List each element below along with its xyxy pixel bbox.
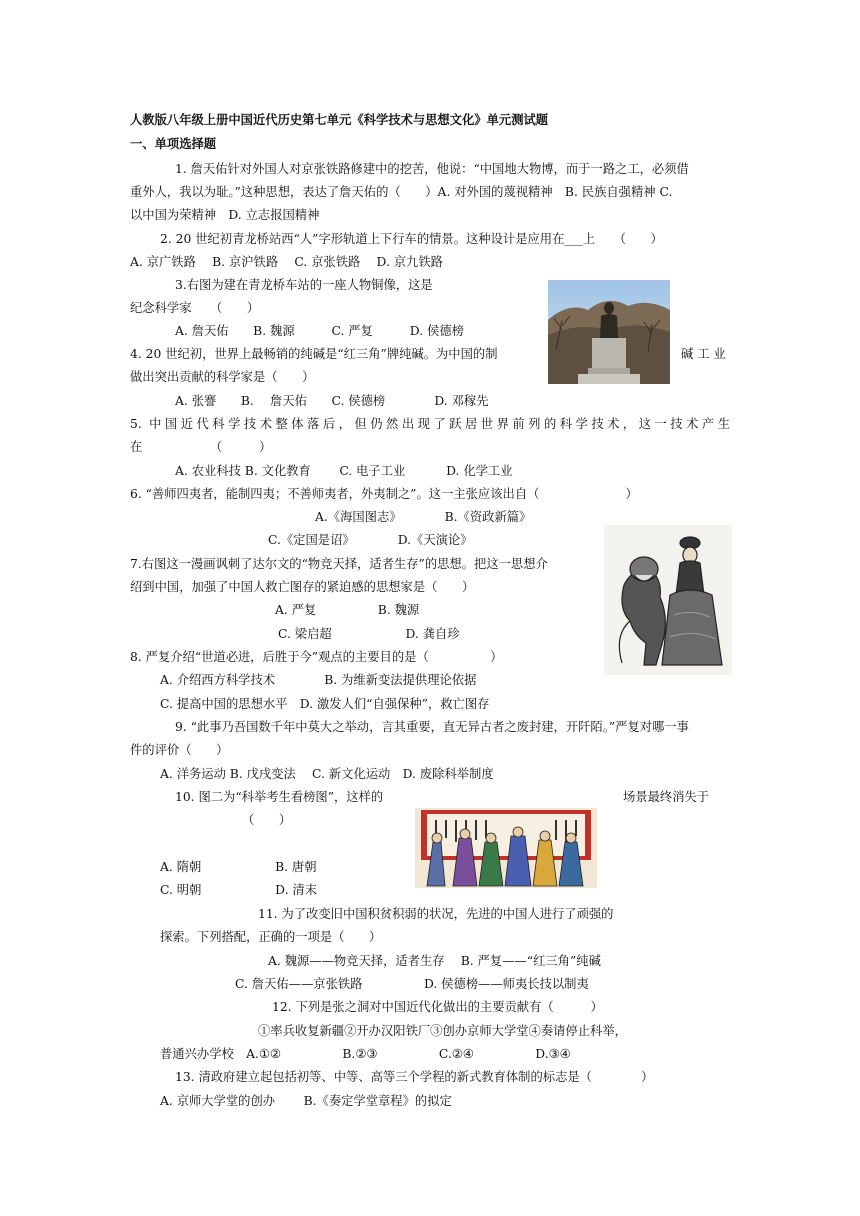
q9-options: A. 洋务运动 B. 戊戌变法 C. 新文化运动 D. 废除科举制度 <box>160 767 494 781</box>
q5-line2: 在 （ ） <box>130 440 272 454</box>
q7-line2: 绍到中国，加强了中国人救亡图存的紧迫感的思想家是（ ） <box>130 580 475 594</box>
q6-line1: 6. “善师四夷者，能制四夷；不善师夷者，外夷制之”。这一主张应该出自（ ） <box>130 487 638 501</box>
q11-options-ab: A. 魏源——物竞天择，适者生存 B. 严复——“红三角”纯碱 <box>268 954 601 968</box>
q10-options-ab: A. 隋朝 B. 唐朝 <box>160 860 317 874</box>
exam-list-illustration <box>415 808 597 888</box>
q9-line2: 件的评价（ ） <box>130 743 229 757</box>
q6-options-cd: C.《定国是诏》 D.《天演论》 <box>268 533 473 547</box>
q10-options-cd: C. 明朝 D. 清末 <box>160 883 317 897</box>
q4-line2: 做出突出贡献的科学家是（ ） <box>130 370 315 384</box>
q12-line1: 12. 下列是张之洞对中国近代化做出的主要贡献有（ ） <box>272 1000 603 1014</box>
q11-line1: 11. 为了改变旧中国积贫积弱的状况，先进的中国人进行了顽强的 <box>258 907 614 921</box>
q11-options-cd: C. 詹天佑——京张铁路 D. 侯德榜——师夷长技以制夷 <box>235 977 589 991</box>
q13-options-ab: A. 京师大学堂的创办 B.《奏定学堂章程》的拟定 <box>160 1094 452 1108</box>
q7-options-ab: A. 严复 B. 魏源 <box>275 603 420 617</box>
darwin-cartoon <box>604 525 732 675</box>
q6-options-ab: A.《海国图志》 B.《资政新篇》 <box>315 510 532 524</box>
document-title: 人教版八年级上册中国近代历史第七单元《科学技术与思想文化》单元测试题 <box>130 113 549 127</box>
section-heading: 一、单项选择题 <box>130 137 217 151</box>
q2-line1: 2. 20 世纪初青龙桥站西“人”字形轨道上下行车的情景。这种设计是应用在___上 （ ） <box>160 232 663 246</box>
q3-line1: 3.右图为建在青龙桥车站的一座人物铜像，这是 <box>175 278 433 292</box>
q3-line2: 纪念科学家 （ ） <box>130 301 260 315</box>
q2-options: A. 京广铁路 B. 京沪铁路 C. 京张铁路 D. 京九铁路 <box>130 255 443 269</box>
q11-line2: 探索。下列搭配，正确的一项是（ ） <box>160 930 382 944</box>
q1-line2: 重外人，我以为耻。”这种思想，表达了詹天佑的（ ）A. 对外国的蔑视精神 B. 民族自强精神 C. <box>130 185 673 199</box>
q10-line2: （ ） <box>242 813 292 827</box>
q7-line1: 7.右图这一漫画讽刺了达尔文的“物竞天择，适者生存”的思想。把这一思想介 <box>130 557 548 571</box>
q10-line1-end: 场景最终消失于 <box>623 790 710 804</box>
q8-line1: 8. 严复介绍“世道必进，后胜于今”观点的主要目的是（ ） <box>130 650 503 664</box>
q7-options-cd: C. 梁启超 D. 龚自珍 <box>278 627 460 641</box>
q4-line1: 4. 20 世纪初，世界上最畅销的纯碱是“红三角”牌纯碱。为中国的制 <box>130 347 498 361</box>
q8-options-cd: C. 提高中国的思想水平 D. 激发人们“自强保种”，救亡图存 <box>160 697 490 711</box>
q1-line3: 以中国为荣精神 D. 立志报国精神 <box>130 208 320 222</box>
q12-line2: ①率兵收复新疆②开办汉阳铁厂③创办京师大学堂④奏请停止科举， <box>258 1024 627 1038</box>
q4-line1-end: 碱 工 业 <box>681 347 726 361</box>
statue-photo <box>548 280 670 384</box>
q9-line1: 9. “此事乃吾国数千年中莫大之举动，言其重要，直无异古者之废封建，开阡陌。”严复对哪一事 <box>175 720 689 734</box>
q10-line1: 10. 图二为“科举考生看榜图”，这样的 <box>175 790 384 804</box>
q5-options: A. 农业科技 B. 文化教育 C. 电子工业 D. 化学工业 <box>175 464 513 478</box>
q5-line1: 5. 中国近代科学技术整体落后，但仍然出现了跃居世界前列的科学技术，这一技术产生 <box>130 417 730 431</box>
q1-line1: 1. 詹天佑针对外国人对京张铁路修建中的挖苦，他说：“中国地大物博，而于一路之工，必须借 <box>175 162 689 176</box>
q8-options-ab: A. 介绍西方科学技术 B. 为维新变法提供理论依据 <box>160 673 477 687</box>
q3-options: A. 詹天佑 B. 魏源 C. 严复 D. 侯德榜 <box>175 324 464 338</box>
q13-line1: 13. 清政府建立起包括初等、中等、高等三个学程的新式教育体制的标志是（ ） <box>175 1070 654 1084</box>
q12-line3: 普通兴办学校 A.①② B.②③ C.②④ D.③④ <box>160 1047 571 1061</box>
q4-options: A. 张謇 B. 詹天佑 C. 侯德榜 D. 邓稼先 <box>175 394 489 408</box>
